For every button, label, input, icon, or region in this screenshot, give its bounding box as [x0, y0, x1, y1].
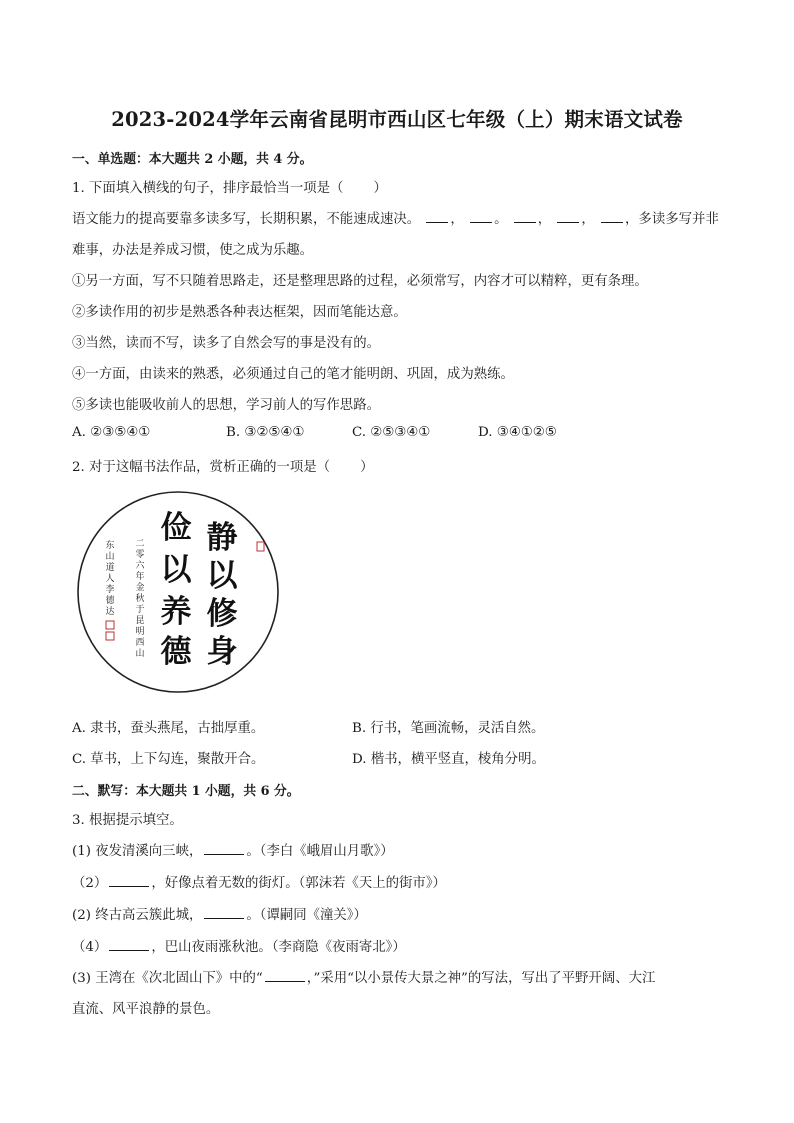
svg-text:东: 东 [105, 541, 115, 551]
q3-line-4 [72, 936, 406, 955]
q1-option-c[interactable]: C. ②⑤③④① [352, 425, 431, 440]
svg-text:于: 于 [135, 605, 145, 615]
q1-sep-1: ， [450, 212, 464, 227]
svg-text:达: 达 [105, 607, 115, 617]
section-2-desc: 本大题共 1 小题，共 6 分。 [135, 784, 300, 799]
q3-stem: 3. 根据提示填空。 [72, 813, 183, 828]
q2-stem-text: 2. 对于这幅书法作品，赏析正确的一项是（ [72, 460, 331, 475]
section-1-label: 一、单选题： [72, 152, 149, 167]
svg-text:身: 身 [206, 634, 238, 670]
svg-text:六: 六 [135, 561, 145, 571]
svg-text:德: 德 [105, 596, 115, 606]
svg-text:静: 静 [206, 520, 238, 556]
q1-blank-3[interactable] [514, 221, 536, 223]
q3-line-5 [72, 967, 655, 986]
q2-option-c[interactable]: C. 草书，上下勾连，聚散开合。 [72, 752, 265, 767]
svg-text:秋: 秋 [135, 594, 145, 604]
q1-option-d[interactable]: D. ③④①②⑤ [478, 425, 557, 440]
q1-item-1: ①另一方面，写不只随着思路走，还是整理思路的过程，必须常写，内容才可以精粹，更有条理。 [72, 274, 648, 289]
q1-option-a[interactable]: A. ②③⑤④① [72, 425, 151, 440]
q3-line-1-post: 。（李白《峨眉山月歌》） [246, 844, 394, 859]
q1-blank-1[interactable] [426, 221, 448, 223]
svg-text:以: 以 [160, 552, 192, 588]
q1-passage-start: 语文能力的提高要靠多读多写，长期积累，不能速成速决。 [72, 212, 421, 227]
q2-stem [72, 456, 373, 475]
q1-sep-3: ， [537, 212, 552, 227]
svg-text:山: 山 [105, 552, 115, 562]
svg-text:昆: 昆 [135, 616, 145, 626]
q1-item-2: ②多读作用的初步是熟悉各种表达框架，因而笔能达意。 [72, 305, 407, 320]
q3-line-5-mid: ，”采用“以小景传大景之神”的写法，写出了平野开阔、大江 [306, 971, 656, 986]
svg-text:明: 明 [135, 627, 145, 637]
q3-line-4-pre: （4） [72, 940, 108, 955]
q3-line-6: 直流、风平浪静的景色。 [72, 1002, 220, 1017]
svg-text:年: 年 [135, 572, 145, 582]
q3-line-4-post: ，巴山夜雨涨秋池。（李商隐《夜雨寄北》） [151, 940, 406, 955]
q1-sep-4: ， [581, 212, 595, 227]
q3-line-1 [72, 840, 394, 859]
q2-stem-end: ） [360, 460, 374, 475]
q3-line-2 [72, 872, 446, 891]
q1-passage [72, 208, 719, 227]
q2-option-b[interactable]: B. 行书，笔画流畅，灵活自然。 [352, 721, 545, 736]
q2-option-d[interactable]: D. 楷书，横平竖直，棱角分明。 [352, 752, 545, 767]
q3-line-2-post: ，好像点着无数的街灯。（郭沫若《天上的街市》） [151, 876, 446, 891]
svg-text:养: 养 [160, 594, 192, 630]
q1-item-3: ③当然，读而不写，读多了自然会写的事是没有的。 [72, 336, 380, 351]
q2-option-a[interactable]: A. 隶书，蚕头燕尾，古拙厚重。 [72, 721, 265, 736]
q3-line-1-pre: (1) 夜发清溪向三峡， [72, 844, 203, 859]
svg-text:零: 零 [135, 550, 145, 560]
calligraphy-image [76, 490, 280, 694]
q3-blank-5[interactable] [265, 980, 305, 982]
q3-line-5-pre: (3) 王湾在《次北固山下》中的“ [72, 971, 263, 986]
svg-text:人: 人 [105, 574, 115, 584]
q3-line-3-post: 。（谭嗣同《潼关》） [246, 908, 367, 923]
q1-passage-tail: ，多读多写并非 [625, 212, 719, 227]
section-2-header [72, 780, 300, 799]
section-1-desc: 本大题共 2 小题，共 4 分。 [148, 152, 313, 167]
q1-blank-5[interactable] [601, 221, 623, 223]
svg-text:李: 李 [105, 585, 115, 595]
section-2-label: 二、默写： [72, 784, 136, 799]
q1-blank-4[interactable] [557, 221, 579, 223]
q3-blank-3[interactable] [204, 917, 244, 919]
q1-item-4: ④一方面，由读来的熟悉，必须通过自己的笔才能明朗、巩固，成为熟练。 [72, 367, 514, 382]
svg-text:德: 德 [160, 634, 192, 670]
q1-sep-2: 。 [494, 212, 508, 227]
svg-text:金: 金 [135, 583, 145, 593]
q3-line-3-pre: (2) 终古高云簇此城， [72, 908, 203, 923]
svg-text:道: 道 [105, 563, 115, 573]
svg-text:山: 山 [135, 649, 145, 659]
section-1-header [72, 148, 312, 167]
q3-blank-4[interactable] [109, 949, 149, 951]
svg-text:西: 西 [135, 638, 145, 648]
q3-line-3 [72, 904, 367, 923]
q3-blank-1[interactable] [204, 853, 244, 855]
q1-option-b[interactable]: B. ③②⑤④① [226, 425, 305, 440]
q1-item-5: ⑤多读也能吸收前人的思想，学习前人的写作思路。 [72, 398, 380, 413]
svg-text:以: 以 [206, 558, 238, 594]
q3-line-2-pre: （2） [72, 876, 108, 891]
q1-stem [72, 177, 387, 196]
svg-text:修: 修 [206, 596, 238, 632]
q1-stem-end: ） [373, 181, 387, 196]
q3-blank-2[interactable] [109, 885, 149, 887]
svg-text:俭: 俭 [160, 510, 192, 546]
q1-passage-line2: 难事，办法是养成习惯，使之成为乐趣。 [72, 243, 314, 258]
exam-title: 2023-2024学年云南省昆明市西山区七年级（上）期末语文试卷 [111, 108, 683, 131]
calligraphy-artwork [76, 490, 280, 694]
q1-stem-text: 1. 下面填入横线的句子，排序最恰当一项是（ [72, 181, 344, 196]
svg-text:二: 二 [135, 539, 145, 549]
q1-blank-2[interactable] [470, 221, 492, 223]
